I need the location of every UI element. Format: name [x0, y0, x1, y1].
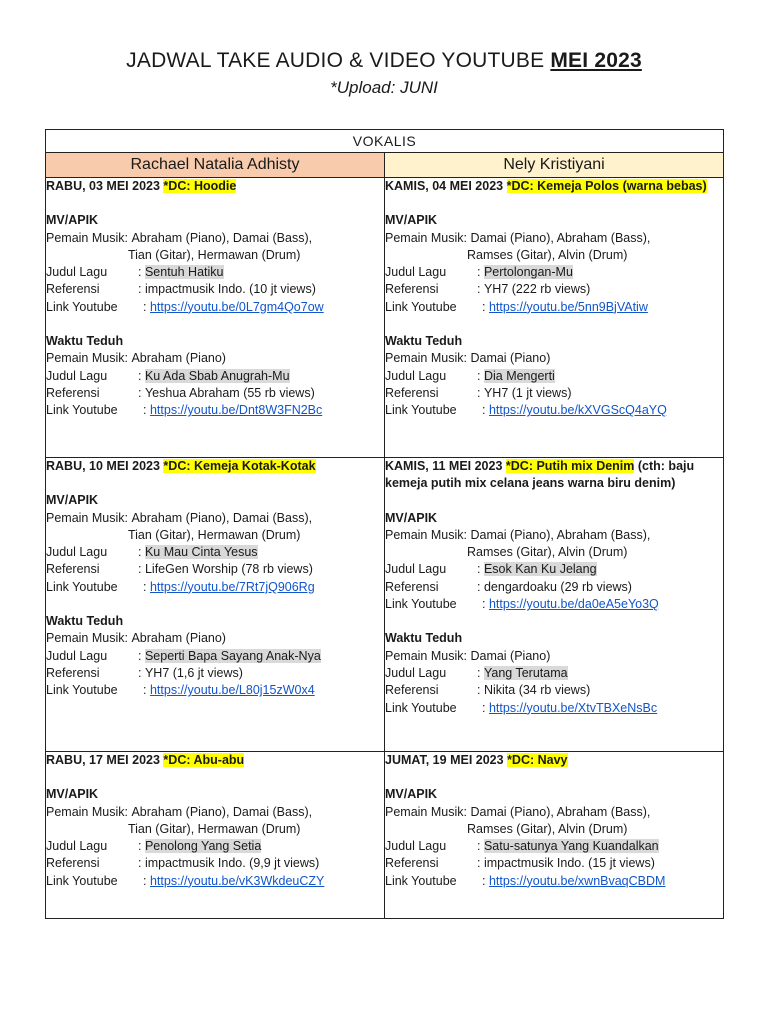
youtube-link[interactable]: https://youtu.be/vK3WkdeuCZY [149, 873, 325, 888]
section-mv-apik: MV/APIK [46, 213, 99, 228]
reference-value: impactmusik Indo. (9,9 jt views) [144, 856, 320, 871]
session-date: KAMIS, 04 MEI 2023 [385, 179, 504, 193]
reference-value: dengardoaku (29 rb views) [483, 579, 632, 594]
song-title: Ku Mau Cinta Yesus [144, 545, 258, 560]
song-title: Sentuh Hatiku [144, 265, 224, 280]
session-date: JUMAT, 19 MEI 2023 [385, 753, 504, 767]
dress-code: *DC: Kemeja Polos (warna bebas) [506, 179, 707, 193]
cell-header [385, 178, 723, 195]
section-mv-apik: MV/APIK [385, 787, 438, 802]
youtube-link[interactable]: https://youtu.be/xwnBvaqCBDM [488, 873, 666, 888]
dress-code: *DC: Abu-abu [163, 753, 245, 767]
song-row: Judul Lagu : Ku Ada Sbab Anugrah-Mu [46, 368, 290, 383]
section-mv-apik: MV/APIK [385, 213, 438, 228]
musicians-row: Pemain Musik : Abraham (Piano) [46, 351, 226, 366]
musicians-row: Pemain Musik : Damai (Piano) [385, 351, 551, 366]
section-waktu-teduh: Waktu Teduh [46, 614, 124, 629]
musicians-value-cont: Ramses (Gitar), Alvin (Drum) [466, 247, 628, 262]
youtube-row: Link Youtube : https://youtu.be/xwnBvaqCBDM [385, 873, 666, 888]
musicians-value: Abraham (Piano) [131, 351, 226, 366]
youtube-row: Link Youtube : https://youtu.be/kXVGScQ4aYQ [385, 403, 667, 418]
song-title: Esok Kan Ku Jelang [483, 562, 597, 577]
schedule-cell [46, 458, 385, 752]
youtube-row: Link Youtube : https://youtu.be/Dnt8W3FN2Bc [46, 403, 323, 418]
reference-row: Referensi : impactmusik Indo. (15 jt views) [385, 856, 655, 871]
musicians-value: Damai (Piano) [470, 351, 551, 366]
song-row: Judul Lagu : Esok Kan Ku Jelang [385, 562, 597, 577]
song-row: Judul Lagu : Satu-satunya Yang Kuandalkan [385, 839, 659, 854]
section-waktu-teduh: Waktu Teduh [385, 334, 463, 349]
musicians-value-cont: Ramses (Gitar), Alvin (Drum) [466, 821, 628, 836]
youtube-link[interactable]: https://youtu.be/7Rt7jQ906Rg [149, 579, 315, 594]
song-row: Judul Lagu : Sentuh Hatiku [46, 265, 224, 280]
reference-value: LifeGen Worship (78 rb views) [144, 562, 313, 577]
dress-code: *DC: Kemeja Kotak-Kotak [163, 459, 316, 473]
song-title: Ku Ada Sbab Anugrah-Mu [144, 368, 290, 383]
dress-code: *DC: Putih mix Denim [505, 459, 635, 473]
musicians-row: Pemain Musik : Abraham (Piano), Damai (Bass), Tian (Gitar), Hermawan (Drum) [46, 804, 313, 836]
musicians-row: Pemain Musik : Abraham (Piano) [46, 631, 226, 646]
cell-header [46, 752, 384, 769]
song-row: Judul Lagu : Ku Mau Cinta Yesus [46, 545, 258, 560]
musicians-row: Pemain Musik : Damai (Piano), Abraham (Bass), Ramses (Gitar), Alvin (Drum) [385, 527, 651, 560]
title-main: JADWAL TAKE AUDIO & VIDEO YOUTUBE [126, 49, 545, 72]
musicians-value: Abraham (Piano), Damai (Bass), [131, 804, 313, 819]
section-waktu-teduh: Waktu Teduh [385, 631, 463, 646]
singer-header-left: Rachael Natalia Adhisty [46, 153, 385, 178]
reference-value: YH7 (1 jt views) [483, 385, 572, 400]
youtube-link[interactable]: https://youtu.be/XtvTBXeNsBc [488, 700, 658, 715]
section-header: VOKALIS [46, 130, 724, 153]
dress-code: *DC: Navy [507, 753, 568, 767]
youtube-row: Link Youtube : https://youtu.be/da0eA5eYo3Q [385, 597, 659, 612]
youtube-row: Link Youtube : https://youtu.be/L80j15zW0x4 [46, 683, 315, 698]
youtube-link[interactable]: https://youtu.be/L80j15zW0x4 [149, 683, 315, 698]
song-row: Judul Lagu : Yang Terutama [385, 665, 568, 680]
youtube-link[interactable]: https://youtu.be/da0eA5eYo3Q [488, 597, 659, 612]
song-title: Dia Mengerti [483, 368, 555, 383]
reference-value: YH7 (222 rb views) [483, 282, 591, 297]
musicians-value: Damai (Piano), Abraham (Bass), [470, 230, 651, 245]
song-row: Judul Lagu : Seperti Bapa Sayang Anak-Nya [46, 648, 321, 663]
youtube-link[interactable]: https://youtu.be/5nn9BjVAtiw [488, 299, 648, 314]
dress-code: *DC: Hoodie [163, 179, 237, 193]
section-mv-apik: MV/APIK [385, 510, 438, 525]
youtube-row: Link Youtube : https://youtu.be/XtvTBXeNsBc [385, 700, 658, 715]
section-mv-apik: MV/APIK [46, 787, 99, 802]
musicians-row: Pemain Musik : Abraham (Piano), Damai (Bass), Tian (Gitar), Hermawan (Drum) [46, 230, 313, 262]
schedule-table [45, 129, 724, 919]
reference-row: Referensi : Nikita (34 rb views) [385, 683, 591, 698]
schedule-cell [385, 752, 724, 919]
musicians-value: Damai (Piano), Abraham (Bass), [470, 804, 651, 819]
song-row: Judul Lagu : Pertolongan-Mu [385, 265, 573, 280]
reference-value: Nikita (34 rb views) [483, 683, 591, 698]
youtube-link[interactable]: https://youtu.be/0L7gm4Qo7ow [149, 299, 324, 314]
reference-value: Yeshua Abraham (55 rb views) [144, 385, 315, 400]
song-title: Satu-satunya Yang Kuandalkan [483, 839, 659, 854]
youtube-row: Link Youtube : https://youtu.be/0L7gm4Qo7ow [46, 299, 324, 314]
reference-row: Referensi : dengardoaku (29 rb views) [385, 579, 632, 594]
schedule-cell [385, 178, 724, 458]
reference-row: Referensi : LifeGen Worship (78 rb views) [46, 562, 313, 577]
song-row: Judul Lagu : Penolong Yang Setia [46, 839, 262, 854]
reference-row: Referensi : impactmusik Indo. (9,9 jt views) [46, 856, 320, 871]
reference-row: Referensi : YH7 (1 jt views) [385, 385, 572, 400]
musicians-value: Abraham (Piano), Damai (Bass), [131, 230, 313, 245]
document-subtitle: *Upload: JUNI [330, 78, 438, 97]
musicians-row: Pemain Musik : Abraham (Piano), Damai (Bass), Tian (Gitar), Hermawan (Drum) [46, 510, 313, 542]
song-row: Judul Lagu : Dia Mengerti [385, 368, 555, 383]
song-title: Pertolongan-Mu [483, 265, 573, 280]
youtube-row: Link Youtube : https://youtu.be/7Rt7jQ906Rg [46, 579, 315, 594]
cell-header [46, 178, 384, 195]
title-month: MEI 2023 [550, 49, 642, 72]
reference-row: Referensi : YH7 (1,6 jt views) [46, 665, 243, 680]
musicians-value: Abraham (Piano) [131, 631, 226, 646]
musicians-row: Pemain Musik : Damai (Piano), Abraham (Bass), Ramses (Gitar), Alvin (Drum) [385, 230, 651, 262]
schedule-cell [46, 752, 385, 919]
schedule-cell [46, 178, 385, 458]
reference-value: YH7 (1,6 jt views) [144, 665, 243, 680]
musicians-row: Pemain Musik : Damai (Piano), Abraham (Bass), Ramses (Gitar), Alvin (Drum) [385, 804, 651, 836]
musicians-value-cont: Tian (Gitar), Hermawan (Drum) [127, 247, 301, 262]
reference-row: Referensi : YH7 (222 rb views) [385, 282, 591, 297]
reference-value: impactmusik Indo. (10 jt views) [144, 282, 316, 297]
reference-row: Referensi : impactmusik Indo. (10 jt views) [46, 282, 316, 297]
song-title: Yang Terutama [483, 665, 568, 680]
section-mv-apik: MV/APIK [46, 493, 99, 508]
musicians-value: Abraham (Piano), Damai (Bass), [131, 510, 313, 525]
youtube-row: Link Youtube : https://youtu.be/vK3WkdeuCZY [46, 873, 325, 888]
song-title: Seperti Bapa Sayang Anak-Nya [144, 648, 321, 663]
session-date: RABU, 17 MEI 2023 [46, 753, 160, 767]
musicians-value-cont: Ramses (Gitar), Alvin (Drum) [466, 545, 628, 560]
youtube-row: Link Youtube : https://youtu.be/5nn9BjVAtiw [385, 299, 648, 314]
musicians-value-cont: Tian (Gitar), Hermawan (Drum) [127, 821, 301, 836]
schedule-cell [385, 458, 724, 752]
cell-header [385, 752, 723, 769]
dress-code-note: (cth: baju kemeja putih mix celana jeans warna biru denim) [385, 459, 695, 491]
musicians-value-cont: Tian (Gitar), Hermawan (Drum) [127, 527, 301, 542]
musicians-row: Pemain Musik : Damai (Piano) [385, 648, 551, 663]
cell-header [385, 458, 723, 493]
session-date: RABU, 03 MEI 2023 [46, 179, 160, 193]
singer-header-right: Nely Kristiyani [385, 153, 724, 178]
session-date: KAMIS, 11 MEI 2023 [385, 459, 503, 473]
song-title: Penolong Yang Setia [144, 839, 262, 854]
reference-value: impactmusik Indo. (15 jt views) [483, 856, 655, 871]
youtube-link[interactable]: https://youtu.be/Dnt8W3FN2Bc [149, 403, 323, 418]
document-title [0, 46, 768, 76]
musicians-value: Damai (Piano) [470, 648, 551, 663]
session-date: RABU, 10 MEI 2023 [46, 459, 160, 473]
youtube-link[interactable]: https://youtu.be/kXVGScQ4aYQ [488, 403, 667, 418]
reference-row: Referensi : Yeshua Abraham (55 rb views) [46, 385, 315, 400]
musicians-value: Damai (Piano), Abraham (Bass), [470, 527, 651, 542]
section-waktu-teduh: Waktu Teduh [46, 334, 124, 349]
cell-header [46, 458, 384, 475]
